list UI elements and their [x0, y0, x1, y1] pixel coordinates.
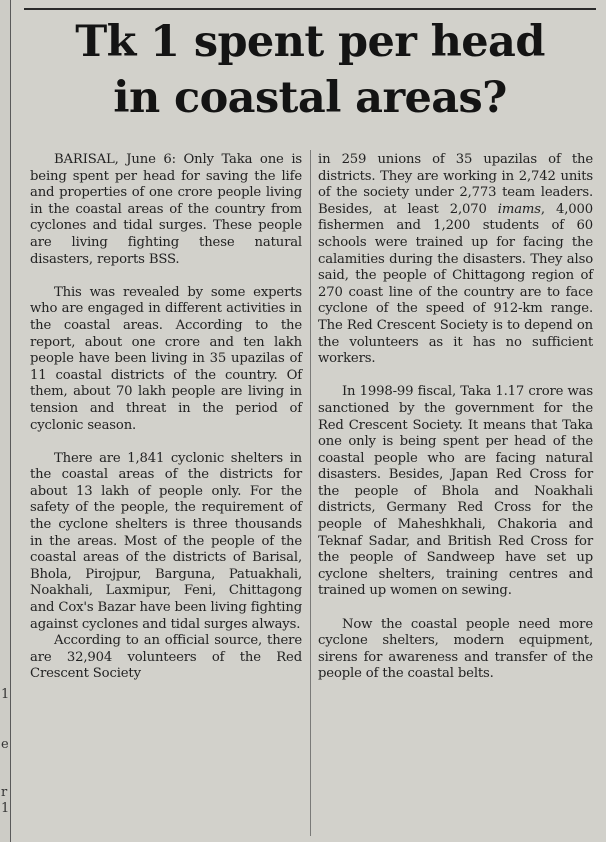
- paragraph: in 259 unions of 35 upazilas of the districts. They are working in 2,742 units of the society under 2,773 team leaders. Besides, at least 2,070 imams, 4,000 fishermen and 1,200 students of 60 schools were trained up for facing the calamities during the disasters. They also said, the people of Chittagong region of 270 coast line of the country are to face cyclone of the speed of 912-km range. The Red Crescent Society is to depend on the volunteers as it has no sufficient workers.: [318, 152, 593, 367]
- headline-line-2: in coastal areas?: [113, 73, 507, 123]
- article-column-left: [30, 152, 302, 683]
- adjacent-column-edge: [0, 0, 11, 842]
- margin-fragment: 1: [1, 687, 10, 702]
- margin-fragment: r: [1, 785, 8, 800]
- article-column-right: [318, 152, 593, 683]
- paragraph: This was revealed by some experts who are engaged in different activities in the coastal areas. According to the report, about one crore and ten lakh people have been living in 35 upazilas of 11 coastal districts of the country. Of them, about 70 lakh people are living in tension and threat in the period of cyclonic season.: [30, 284, 302, 433]
- headline-line-1: Tk 1 spent per head: [75, 17, 545, 67]
- top-rule: [24, 8, 596, 10]
- italic-word: imams: [497, 201, 541, 217]
- margin-fragment: e: [1, 737, 9, 752]
- paragraph: In 1998-99 fiscal, Taka 1.17 crore was sanctioned by the government for the Red Crescent Society. It means that Taka one only is being spent per head of the coastal people who are facing natural disasters. Besides, Japan Red Cross for the people of Bhola and Noakhali districts, Germany Red Cross for the people of Maheshkhali, Chakoria and Teknaf Sadar, and British Red Cross for the people of Sandweep have set up cyclone shelters, training centres and trained up women on sewing.: [318, 384, 593, 599]
- paragraph: There are 1,841 cyclonic shelters in the coastal areas of the districts for about 13 lakh of people only. For the safety of the people, the requirement of the cyclone shelters is three thousands in the areas. Most of the people of the coastal areas of the districts of Barisal, Bhola, Pirojpur, Barguna, Patuakhali, Noakhali, Laxmipur, Feni, Chittagong and Cox's Bazar have been living fighting against cyclones and tidal surges always.: [30, 450, 303, 632]
- margin-fragment: 1: [1, 801, 10, 816]
- paragraph: BARISAL, June 6: Only Taka one is being spent per head for saving the life and properties of one crore people living in the coastal areas of the country from cyclones and tidal surges. These people are living fighting these natural disasters, reports BSS.: [30, 152, 302, 267]
- paragraph: According to an official source, there are 32,904 volunteers of the Red Crescent Society: [30, 633, 302, 682]
- paragraph: Now the coastal people need more cyclone shelters, modern equipment, sirens for awareness and transfer of the people of the coastal belts.: [318, 616, 593, 682]
- column-divider: [310, 150, 311, 836]
- headline: [14, 14, 606, 126]
